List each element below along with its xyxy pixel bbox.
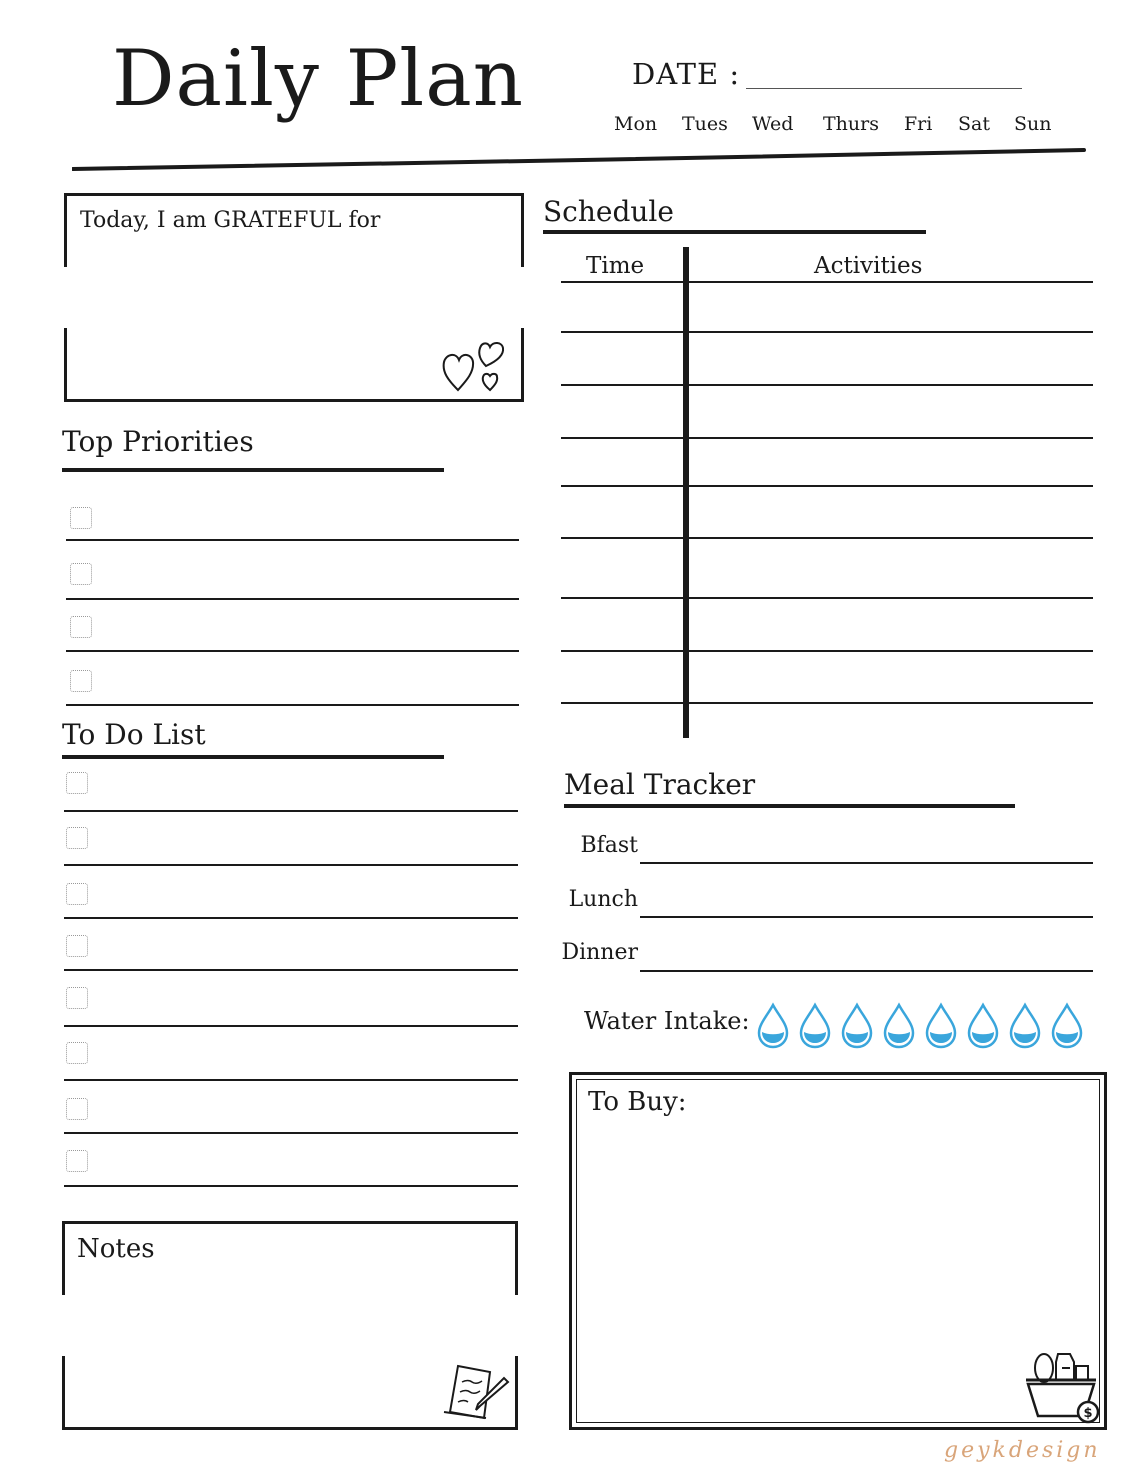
- schedule-row-line[interactable]: [561, 702, 1093, 704]
- todo-line[interactable]: [64, 1025, 518, 1027]
- meal-label-dinner: Dinner: [561, 940, 638, 965]
- schedule-row-line[interactable]: [561, 485, 1093, 487]
- schedule-time-header: Time: [586, 253, 645, 279]
- date-label: DATE :: [632, 57, 741, 91]
- schedule-row-line[interactable]: [561, 384, 1093, 386]
- priority-line[interactable]: [66, 704, 519, 706]
- grocery-basket-icon: [1022, 1346, 1104, 1426]
- meal-line-lunch[interactable]: [640, 916, 1093, 918]
- meal-line-breakfast[interactable]: [640, 862, 1093, 864]
- water-drops: [756, 1002, 1086, 1050]
- schedule-row-line[interactable]: [561, 331, 1093, 333]
- priority-line[interactable]: [66, 650, 519, 652]
- priorities-heading-rule: [62, 468, 444, 472]
- todo-checkbox[interactable]: [66, 1042, 88, 1064]
- meal-label-breakfast: Bfast: [580, 833, 638, 858]
- todo-line[interactable]: [64, 1185, 518, 1187]
- day-wed[interactable]: Wed: [752, 113, 794, 135]
- water-drop-icon[interactable]: [801, 1005, 829, 1047]
- todo-checkbox[interactable]: [66, 1098, 88, 1120]
- designer-signature: geykdesign: [944, 1438, 1101, 1463]
- header-divider: [72, 140, 1088, 176]
- notes-label: Notes: [77, 1234, 155, 1264]
- meal-tracker-heading: Meal Tracker: [564, 768, 756, 801]
- priority-checkbox[interactable]: [70, 616, 92, 638]
- todo-checkbox[interactable]: [66, 987, 88, 1009]
- todo-line[interactable]: [64, 917, 518, 919]
- priority-checkbox[interactable]: [70, 507, 92, 529]
- to-buy-input[interactable]: [580, 1125, 1096, 1420]
- schedule-row-line[interactable]: [561, 281, 1093, 283]
- todo-checkbox[interactable]: [66, 1150, 88, 1172]
- todo-line[interactable]: [64, 1132, 518, 1134]
- meal-line-dinner[interactable]: [640, 970, 1093, 972]
- todo-line[interactable]: [64, 1079, 518, 1081]
- priority-checkbox[interactable]: [70, 563, 92, 585]
- todo-checkbox[interactable]: [66, 827, 88, 849]
- page-title: Daily Plan: [112, 34, 524, 124]
- meal-label-lunch: Lunch: [568, 887, 638, 912]
- gratitude-label: Today, I am GRATEFUL for: [80, 208, 381, 233]
- hearts-icon: [440, 332, 514, 396]
- date-input-line[interactable]: [746, 88, 1022, 89]
- water-drop-icon[interactable]: [1011, 1005, 1039, 1047]
- day-tues[interactable]: Tues: [682, 113, 728, 135]
- schedule-heading: Schedule: [543, 195, 674, 228]
- day-sun[interactable]: Sun: [1014, 113, 1052, 135]
- notepad-pencil-icon: [440, 1360, 514, 1422]
- todo-checkbox[interactable]: [66, 883, 88, 905]
- day-mon[interactable]: Mon: [614, 113, 658, 135]
- todo-line[interactable]: [64, 810, 518, 812]
- schedule-row-line[interactable]: [561, 437, 1093, 439]
- todo-line[interactable]: [64, 969, 518, 971]
- water-drop-icon[interactable]: [885, 1005, 913, 1047]
- water-drops-svg: [756, 1002, 1086, 1050]
- schedule-row-line[interactable]: [561, 537, 1093, 539]
- schedule-heading-rule: [543, 230, 926, 234]
- day-fri[interactable]: Fri: [904, 113, 933, 135]
- water-drop-icon[interactable]: [843, 1005, 871, 1047]
- meal-tracker-heading-rule: [564, 804, 1015, 808]
- todo-checkbox[interactable]: [66, 772, 88, 794]
- priority-line[interactable]: [66, 598, 519, 600]
- schedule-row-line[interactable]: [561, 650, 1093, 652]
- todo-line[interactable]: [64, 864, 518, 866]
- svg-text:$: $: [1083, 1406, 1093, 1421]
- water-drop-icon[interactable]: [1053, 1005, 1081, 1047]
- water-drop-icon[interactable]: [969, 1005, 997, 1047]
- schedule-activities-header: Activities: [814, 253, 923, 279]
- to-buy-label: To Buy:: [588, 1087, 687, 1117]
- priority-checkbox[interactable]: [70, 670, 92, 692]
- schedule-column-divider: [683, 247, 689, 738]
- water-drop-icon[interactable]: [927, 1005, 955, 1047]
- todo-heading: To Do List: [62, 718, 206, 751]
- todo-checkbox[interactable]: [66, 935, 88, 957]
- schedule-row-line[interactable]: [561, 597, 1093, 599]
- day-sat[interactable]: Sat: [958, 113, 990, 135]
- priorities-heading: Top Priorities: [62, 425, 254, 458]
- water-intake-label: Water Intake:: [584, 1007, 750, 1035]
- todo-heading-rule: [62, 755, 444, 759]
- priority-line[interactable]: [66, 539, 519, 541]
- water-drop-icon[interactable]: [759, 1005, 787, 1047]
- day-thurs[interactable]: Thurs: [823, 113, 879, 135]
